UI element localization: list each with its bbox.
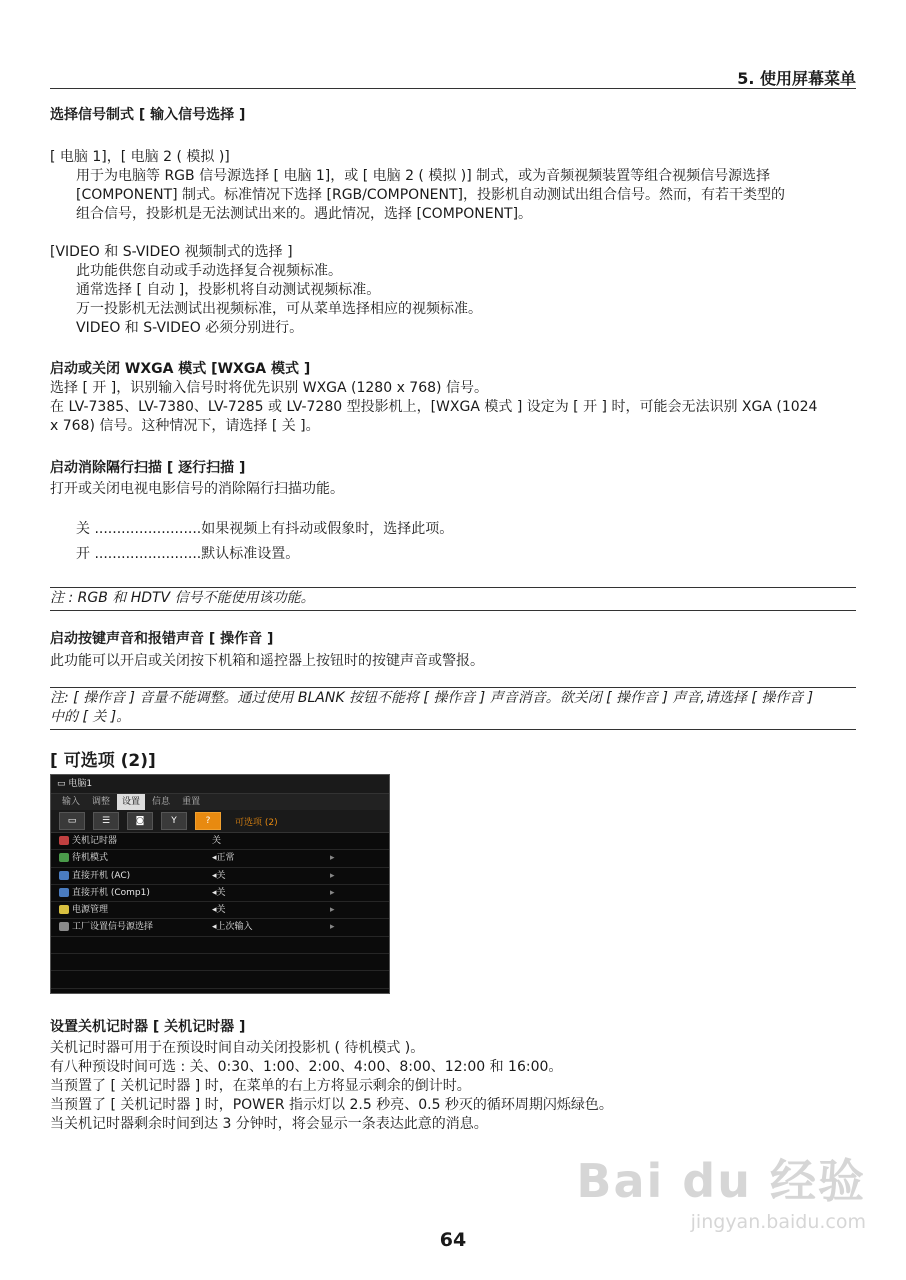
option-desc: 如果视频上有抖动或假象时，选择此项。 [201,521,454,537]
header-rule [50,88,856,89]
power-icon [59,888,69,897]
progressive-options [50,520,856,564]
osd-row-label: 电源管理 [72,905,109,916]
off-timer-desc [50,1039,856,1134]
osd-row-value-text: 关 [216,905,226,916]
osd-tab-info: 信息 [152,797,171,807]
text-line: 用于为电脑等 RGB 信号源选择 [ 电脑 1]，或 [ 电脑 2 ( 模拟 )] 制式，或为音频视频装置等组合视频信号源选择 [76,168,771,184]
osd-row-label: 待机模式 [72,853,109,864]
option-on [50,545,856,564]
heading-wxga: 启动或关闭 WXGA 模式 [WXGA 模式 ] [50,361,311,377]
arrow-right-icon: ▸ [330,887,335,898]
osd-tab-input: 输入 [62,797,81,807]
text-line: 注: [ 操作音 ] 音量不能调整。通过使用 BLANK 按钮不能将 [ 操作音 ] 声音消音。欲关闭 [ 操作音 ] 声音,请选择 [ 操作音 ] [50,690,814,706]
osd-row [51,902,389,919]
timer-icon [59,836,69,845]
osd-row-value-text: 关 [216,887,226,898]
option-name: 关 [76,521,90,537]
subheading-computer: [ 电脑 1]，[ 电脑 2 ( 模拟 )] [50,149,230,165]
menu-icon: ☰ [93,812,119,830]
chapter-title: 5. 使用屏幕菜单 [737,69,856,88]
osd-row-value: ◂关 [212,905,226,916]
power-icon [59,871,69,880]
heading-off-timer: 设置关机记时器 [ 关机记时器 ] [50,1019,246,1035]
osd-row [51,850,389,867]
osd-row-empty [51,954,389,971]
option-dots: ........................ [94,521,202,537]
watermark-url: jingyan.baidu.com [690,1211,866,1233]
osd-row-value: ◂关 [212,887,226,898]
video-section [50,243,856,338]
osd-row-label: 直接开机 (AC) [72,870,131,881]
option-name: 开 [76,546,90,562]
power-management-icon [59,905,69,914]
page-number: 64 [439,1229,467,1251]
osd-row [51,833,389,850]
osd-row-value: 关 [212,836,222,846]
osd-row-empty [51,937,389,954]
progressive-desc: 打开或关闭电视电影信号的消除隔行扫描功能。 [50,481,344,497]
osd-tab-setup: 设置 [117,794,145,810]
osd-subtitle: 可选项 (2) [235,817,278,828]
osd-tab-reset: 重置 [182,797,201,807]
option-dots: ........................ [94,546,202,562]
osd-icon-bar [51,810,389,833]
signal-select-section [50,148,856,224]
osd-row-label: 关机记时器 [72,836,118,846]
osd-row-empty [51,971,389,988]
beep-desc: 此功能可以开启或关闭按下机箱和遥控器上按钮时的按键声音或警报。 [50,653,484,669]
section-title: [ 可选项 (2)] [50,751,156,771]
option-icon: ? [195,812,221,830]
text-line: 中的 [ 关 ]。 [50,709,131,725]
arrow-right-icon: ▸ [330,905,335,916]
computer-desc [50,167,856,224]
osd-row-label: 工厂设置信号源选择 [72,922,154,933]
text-line: 组合信号，投影机是无法测试出来的。遇此情况，选择 [COMPONENT]。 [76,206,533,222]
heading-beep: 启动按键声音和报错声音 [ 操作音 ] [50,631,274,647]
wxga-desc [50,379,856,436]
option-off [50,520,856,539]
remote-icon: ◙ [127,812,153,830]
osd-row-label: 直接开机 (Comp1) [72,887,150,898]
text-line: 有八种预设时间可选 : 关、0:30、1:00、2:00、4:00、8:00、12:00 和 16:00。 [50,1059,563,1075]
text-line: 当预置了 [ 关机记时器 ] 时，POWER 指示灯以 2.5 秒亮、0.5 秒灭的循环周期闪烁绿色。 [50,1097,613,1113]
osd-row-value-text: 正常 [216,853,235,864]
text-line: 选择 [ 开 ]，识别输入信号时将优先识别 WXGA (1280 x 768) 信号。 [50,380,488,396]
osd-title: 电脑1 [68,779,93,789]
osd-row [51,868,389,885]
osd-row [51,885,389,902]
arrow-right-icon: ▸ [330,870,335,881]
standby-icon [59,853,69,862]
text-line: 通常选择 [ 自动 ]，投影机将自动测试视频标准。 [76,282,381,298]
text-line: 此功能供您自动或手动选择复合视频标准。 [76,263,342,279]
video-desc [50,262,856,338]
text-line: x 768) 信号。这种情况下，请选择 [ 关 ]。 [50,418,320,434]
text-line: 万一投影机无法测试出视频标准，可从菜单选择相应的视频标准。 [76,301,482,317]
osd-row-value: ◂正常 [212,853,235,864]
tool-icon: Y [161,812,187,830]
osd-row-value-text: 关 [216,870,226,881]
text-line: VIDEO 和 S-VIDEO 必须分别进行。 [76,320,304,336]
arrow-right-icon: ▸ [330,922,335,933]
subheading-video: [VIDEO 和 S-VIDEO 视频制式的选择 ] [50,244,293,260]
osd-row-value-text: 上次输入 [216,922,253,933]
watermark-logo: Bai du 经验 [576,1154,866,1208]
osd-menu-screenshot [50,774,390,994]
osd-title-bar [51,775,389,794]
arrow-right-icon: ▸ [330,853,335,864]
osd-row-value: ◂上次输入 [212,922,253,933]
osd-tab-adjust: 调整 [92,797,111,807]
heading-progressive: 启动消除隔行扫描 [ 逐行扫描 ] [50,460,246,476]
text-line: [COMPONENT] 制式。标准情况下选择 [RGB/COMPONENT]，投影机自动测试出组合信号。然而，有若干类型的 [76,187,786,203]
text-line: 在 LV-7385、LV-7380、LV-7285 或 LV-7280 型投影机上，[WXGA 模式 ] 设定为 [ 开 ] 时，可能会无法识别 XGA (1024 [50,399,818,415]
note-beep [50,687,856,730]
screen-icon: ▭ [59,812,85,830]
osd-row-value: ◂关 [212,870,226,881]
monitor-icon: ▭ [57,779,69,789]
text-line: 当关机记时器剩余时间到达 3 分钟时，将会显示一条表达此意的消息。 [50,1116,488,1132]
text-line: 当预置了 [ 关机记时器 ] 时，在菜单的右上方将显示剩余的倒计时。 [50,1078,471,1094]
option-desc: 默认标准设置。 [201,546,300,562]
osd-tabs [51,794,389,810]
osd-row [51,919,389,936]
heading-signal-select: 选择信号制式 [ 输入信号选择 ] [50,107,246,123]
source-icon [59,922,69,931]
note-rgb-hdtv: 注 : RGB 和 HDTV 信号不能使用该功能。 [50,587,856,611]
baidu-watermark [576,1145,866,1233]
text-line: 关机记时器可用于在预设时间自动关闭投影机 ( 待机模式 )。 [50,1040,425,1056]
